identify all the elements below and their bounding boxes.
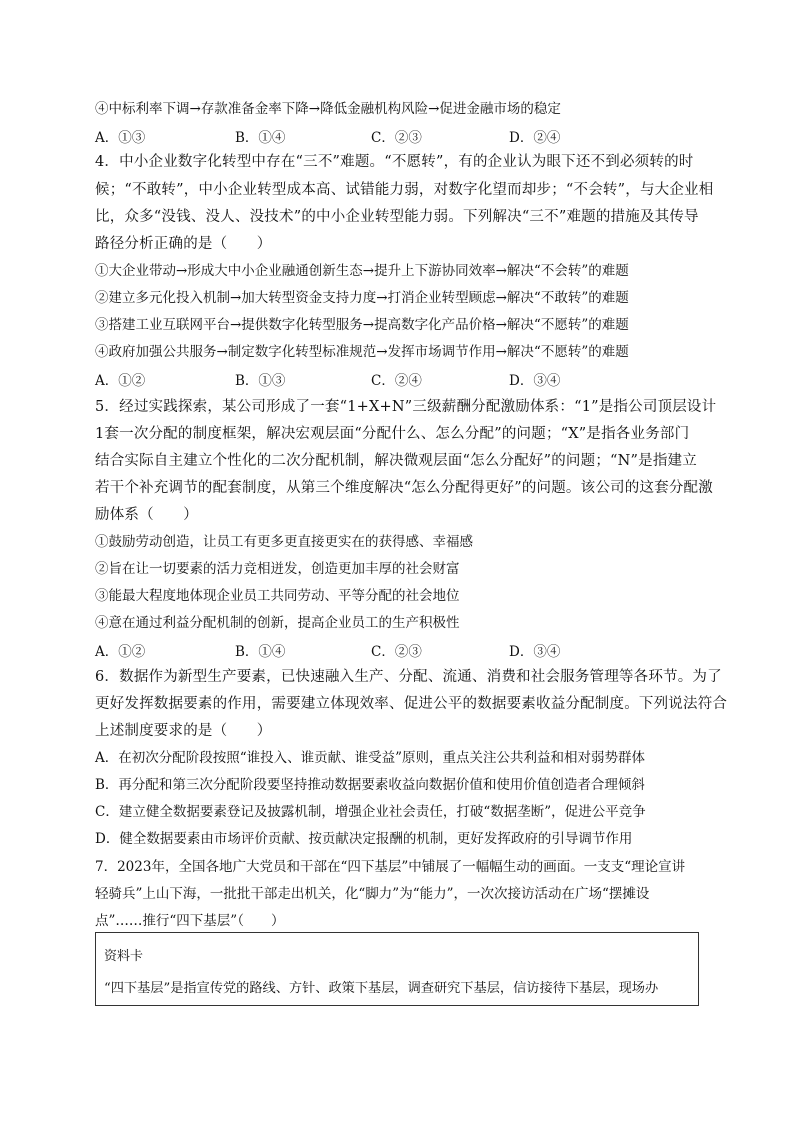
- q6-stem-line-2: 更好发挥数据要素的作用，需要建立体现效率、促进公平的数据要素收益分配制度。下列说法符合: [95, 696, 728, 712]
- q4-stem-line-2: 候；“不敢转”，中小企业转型成本高、试错能力弱，对数字化望而却步；“不会转”，与大企业相: [95, 182, 714, 198]
- q7-stem-line-3: 点”……推行“四下基层”（ ）: [95, 913, 285, 929]
- q4-item-2: ②建立多元化投入机制→加大转型资金支持力度→打消企业转型顾虑→解决“不敢转”的难题: [95, 290, 629, 306]
- q4-option-b: B．①③: [235, 373, 286, 389]
- q5-item-3: ③能最大程度地体现企业员工共同劳动、平等分配的社会地位: [95, 588, 460, 604]
- q3-options: [95, 126, 705, 146]
- q3-option-b: B．①④: [235, 130, 286, 146]
- q6-choice-c: C．建立健全数据要素登记及披露机制，增强企业社会责任，打破“数据垄断”，促进公平竞争: [95, 804, 646, 820]
- q6-choice-a: A．在初次分配阶段按照“谁投入、谁贡献、谁受益”原则，重点关注公共利益和相对弱势群体: [95, 750, 646, 766]
- q5-options: [95, 640, 705, 660]
- q5-stem-line-4: 若干个补充调节的配套制度，从第三个维度解决“怎么分配得更好”的问题。该公司的这套分配激: [95, 480, 713, 496]
- info-card: [95, 932, 699, 1006]
- q5-item-4: ④意在通过利益分配机制的创新，提高企业员工的生产积极性: [95, 615, 460, 631]
- q4-item-1: ①大企业带动→形成大中小企业融通创新生态→提升上下游协同效率→解决“不会转”的难题: [95, 263, 629, 279]
- q5-stem-line-1: 5．经过实践探索，某公司形成了一套“1+X+N”三级薪酬分配激励体系：“1”是指公司顶层设计: [95, 399, 717, 415]
- q6-choice-b: B．再分配和第三次分配阶段要坚持推动数据要素收益向数据价值和使用价值创造者合理倾斜: [95, 777, 645, 793]
- q6-stem-line-1: 6．数据作为新型生产要素，已快速融入生产、分配、流通、消费和社会服务管理等各环节。为了: [95, 669, 722, 685]
- q4-stem-line-4: 路径分析正确的是（ ）: [95, 236, 272, 252]
- q3-option-c: C．②③: [371, 130, 422, 146]
- q4-option-a: A．①②: [95, 373, 146, 389]
- q4-item-3: ③搭建工业互联网平台→提供数字化转型服务→提高数字化产品价格→解决“不愿转”的难题: [95, 317, 629, 333]
- q7-stem-line-1: 7．2023年，全国各地广大党员和干部在“四下基层”中铺展了一幅幅生动的画面。一支支“理论宣讲: [95, 859, 686, 875]
- q4-option-d: D．③④: [509, 373, 561, 389]
- q5-stem-line-3: 结合实际自主建立个性化的二次分配机制，解决微观层面“怎么分配好”的问题；“N”是指建立: [95, 453, 697, 469]
- q5-item-1: ①鼓励劳动创造，让员工有更多更直接更实在的获得感、幸福感: [95, 534, 473, 550]
- info-card-title: 资料卡: [104, 949, 144, 964]
- q4-option-c: C．②④: [371, 373, 422, 389]
- q3-option-d: D．②④: [509, 130, 561, 146]
- q5-stem-line-5: 励体系（ ）: [95, 507, 198, 523]
- q4-stem-line-1: 4．中小企业数字化转型中存在“三不”难题。“不愿转”，有的企业认为眼下还不到必须转的时: [95, 154, 694, 170]
- q5-item-2: ②旨在让一切要素的活力竞相迸发，创造更加丰厚的社会财富: [95, 561, 460, 577]
- q6-stem-line-3: 上述制度要求的是（ ）: [95, 723, 272, 739]
- info-card-text: “四下基层”是指宣传党的路线、方针、政策下基层，调查研究下基层，信访接待下基层，现场办: [104, 981, 659, 996]
- q5-option-c: C．②③: [371, 644, 422, 660]
- q4-item-4: ④政府加强公共服务→制定数字化转型标准规范→发挥市场调节作用→解决“不愿转”的难题: [95, 344, 629, 360]
- q3-option-a: A．①③: [95, 130, 146, 146]
- q5-option-b: B．①④: [235, 644, 286, 660]
- q5-option-d: D．③④: [509, 644, 561, 660]
- q6-choice-d: D．健全数据要素由市场评价贡献、按贡献决定报酬的机制，更好发挥政府的引导调节作用: [95, 831, 633, 847]
- q5-option-a: A．①②: [95, 644, 146, 660]
- q4-options: [95, 369, 705, 389]
- q7-stem-line-2: 轻骑兵”上山下海，一批批干部走出机关，化“脚力”为“能力”，一次次接访活动在广场“摆摊设: [95, 886, 650, 902]
- q5-stem-line-2: 1套一次分配的制度框架，解决宏观层面“分配什么、怎么分配”的问题；“X”是指各业务部门: [95, 426, 690, 442]
- q4-stem-line-3: 比，众多“没钱、没人、没技术”的中小企业转型能力弱。下列解决“三不”难题的措施及其传导: [95, 209, 699, 225]
- q3-item-4: ④中标利率下调→存款准备金率下降→降低金融机构风险→促进金融市场的稳定: [95, 101, 561, 117]
